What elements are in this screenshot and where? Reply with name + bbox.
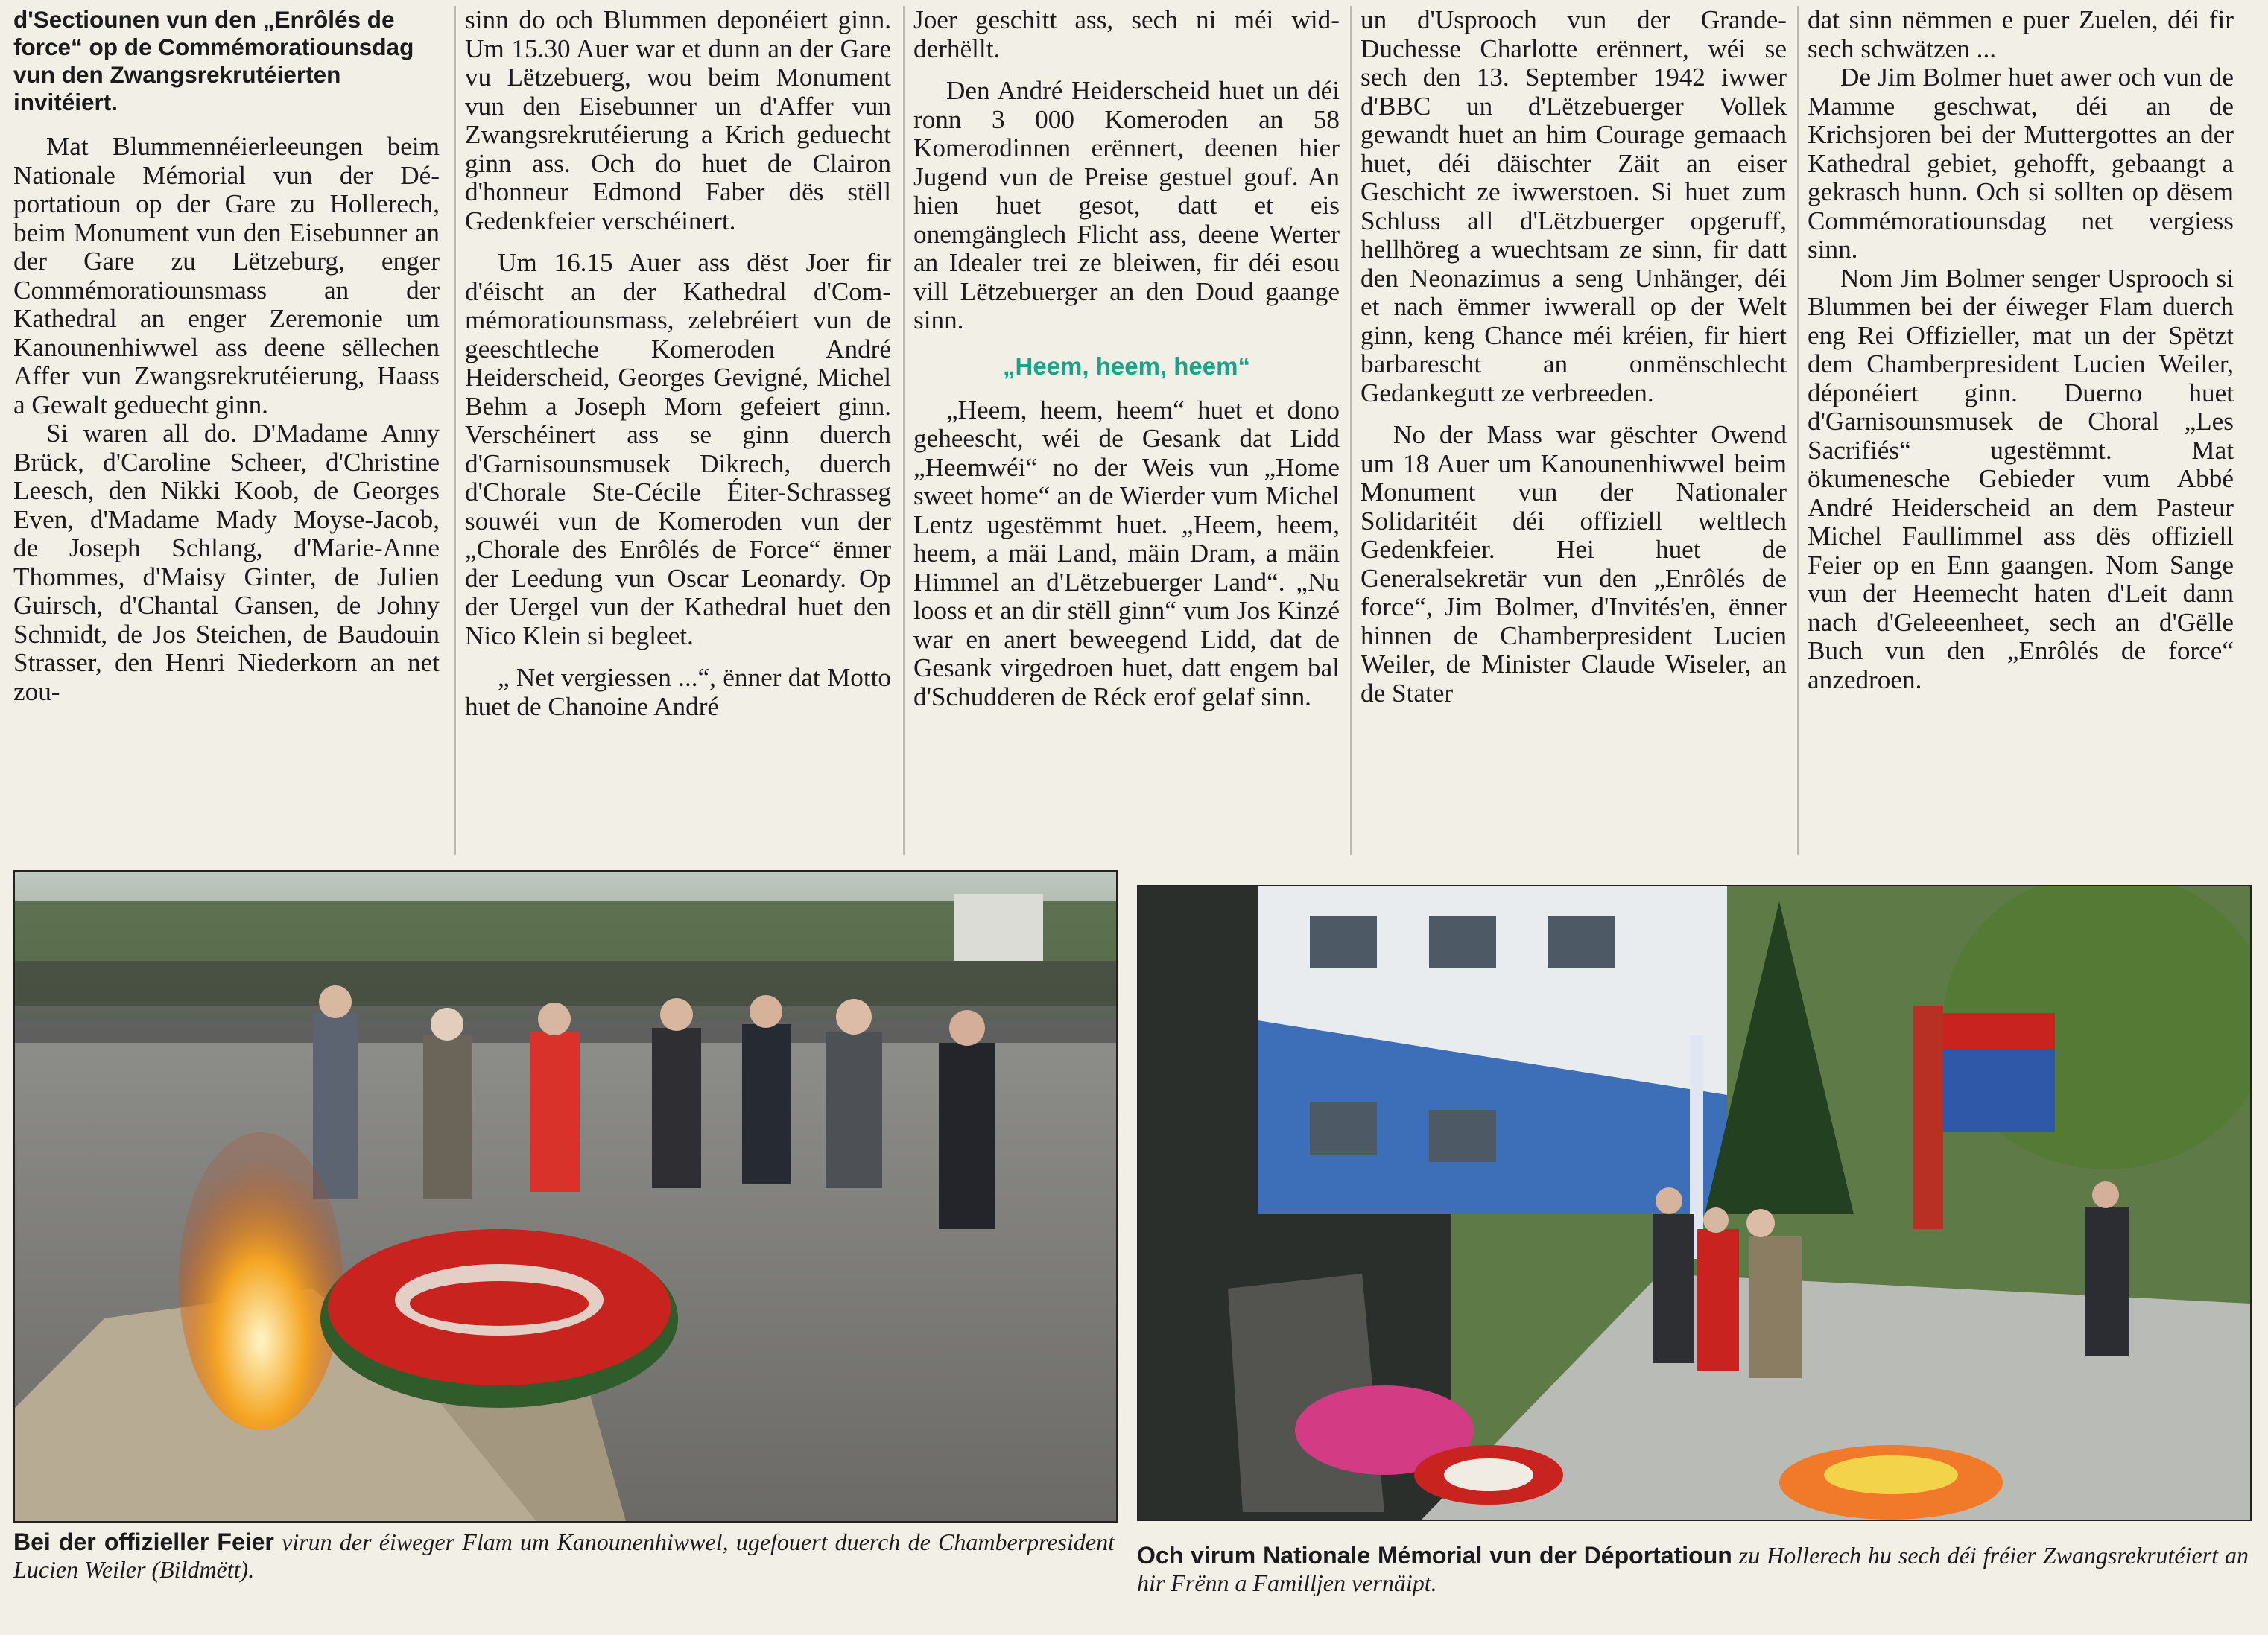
flame-shape <box>179 1132 343 1430</box>
photo-caption-left <box>13 1528 1115 1584</box>
column-divider <box>454 6 456 855</box>
article-column-5 <box>1808 6 2234 863</box>
photo-caption-right <box>1137 1542 2249 1597</box>
section-subheading: „Heem, heem, heem“ <box>1003 352 1250 380</box>
paragraph: Den André Heiderscheid huet un déi ronn 3 000 Komeroden an 58 Komerodinnen erënnert, deenen hier Jugend vun de Preise gestuel gouf. An hien huet gesot, datt et eis onemgänglech Flicht ass, deene Werter an Idealer trei ze bleiwen, fir déi esou vill Lëtzebuerger an den Doud gaange sinn. <box>913 76 1340 334</box>
caption-text: virun der éiweger Flam um Kanounenhiwwel, ugefouert duerch de Chamberpresident Lucien Weiler (Bildmëtt). <box>13 1528 1115 1583</box>
paragraph: dat sinn nëmmen e puer Zuelen, déi fir sech schwätzen ... <box>1808 6 2234 63</box>
paragraph: „ Net vergiessen ...“, ënner dat Motto huet de Chanoine André <box>465 663 891 721</box>
paragraph: Si waren all do. D'Madame Anny Brück, d'Caroline Scheer, d'Christine Leesch, den Nikki Koob, de Georges Even, d'Madame Mady Moyse-Jacob, de Joseph Schlang, d'Marie-Anne Thommes, d'Maisy Ginter, de Julien Guirsch, d'Chantal Gansen, de Johny Schmidt, de Jos Steichen, de Baudouin Strasser, den Henri Niederkorn an net zou- <box>13 419 440 706</box>
article-column-2 <box>465 6 891 863</box>
ceremony-photo-flame <box>13 870 1118 1523</box>
article-column-3 <box>913 6 1340 863</box>
paragraph: „Heem, heem, heem“ huet et dono geheescht, wéi de Gesank dat Lidd „Heemwéi“ no der Weis vun „Home sweet home“ an de Wierder vum Michel Lentz ugestëmmt huet. „Heem, heem, heem, a mäi Land, mäin Dram, a mäin Himmel an d'Lëtzebuerger Land“. „Nu looss et an dir stëll ginn“ vum Jos Kinzé war en anert beweegend Lidd, dat de Gesank virgedroen huet, datt engem bal d'Schudderen de Réck erof gelaf sinn. <box>913 395 1340 711</box>
caption-lead: Bei der offizieller Feier <box>13 1528 274 1555</box>
column-divider <box>1350 6 1352 855</box>
wreath <box>320 1229 678 1408</box>
caption-text: zu Hollerech hu sech déi fréier Zwangsrekrutéiert an hir Frënn a Familljen vernäipt. <box>1137 1542 2249 1596</box>
paragraph: Nom Jim Bolmer senger Usprooch si Blummen bei der éiweger Flam duerch eng Rei Offizieller, mat un der Spëtzt dem Chamberpresident Lucien Weiler, déponéiert ginn. Duerno huet d'Garnisounsmusek de Choral „Les Sacrifiés“ ugestëmmt. Mat ökumenesche Gebieder vum Abbé André Heiderscheid an dem Pasteur Michel Faullimmel ass dës offiziell Feier op en Enn gaangen. Nom Sange vun der Heemecht haten d'Leit dann nach d'Geleeenheet, sech an d'Gëlle Buch vun den „Enrôlés de force“ anzedroen. <box>1808 263 2234 694</box>
photo-eternal-flame-ceremony <box>15 872 1116 1521</box>
memorial-photo-hollerech <box>1137 885 2252 1521</box>
paragraph: Mat Blummennéierleeungen beim Nationale Mémorial vun der Déportatioun op der Gare zu Hollerech, beim Monument vun den Eisebunner an der Gare zu Lëtzeburg, enger Commémoratiounsmass an der Kathedral an enger Zeremonie um Kanounenhiwwel ass deene sëllechen Affer vun Zwangsrekrutéierung, Haass a Gewalt geduecht ginn. <box>13 132 440 419</box>
paragraph: Joer geschitt ass, sech ni méi widderhëllt. <box>913 6 1340 63</box>
article-lead: d'Sectiounen vun den „Enrôlés de force“ op de Commémoratiounsdag vun den Zwangsrekrutéierten invitéiert. <box>13 6 414 115</box>
paragraph: sinn do och Blummen deponéiert ginn. Um 15.30 Auer war et dunn an der Gare vu Lëtzebuerg, wou beim Monument vun den Eisebunner un d'Affer vun Zwangsrekrutéierung a Krich geduecht ginn ass. Och do huet de Clairon d'honneur Edmond Faber dës stëll Gedenkfeier verschéinert. <box>465 6 891 235</box>
paragraph: No der Mass war gëschter Owend um 18 Auer um Kanounenhiwwel beim Monument vun der Nationaler Solidaritéit déi offiziell weltlech Gedenkfeier. Hei huet de Generalsekretär vun den „Enrôlés de force“, Jim Bolmer, d'Invités'en, ënner hinnen de Chamberpresident Lucien Weiler, de Minister Claude Wiseler, an de Stater <box>1361 420 1787 708</box>
caption-lead: Och virum Nationale Mémorial vun der Déportatioun <box>1137 1542 1732 1569</box>
article-column-4 <box>1361 6 1787 863</box>
photo-deportation-memorial <box>1138 886 2250 1520</box>
column-divider <box>903 6 905 855</box>
column-divider <box>1797 6 1799 855</box>
article-column-1 <box>13 6 440 863</box>
paragraph: Um 16.15 Auer ass dëst Joer fir d'éischt an der Kathedral d'Commémoratiounsmass, zelebréiert vun de geeschtleche Komeroden André Heiderscheid, Georges Gevigné, Michel Behm a Joseph Morn gefeiert ginn. Verschéinert ass se ginn duerch d'Garnisounsmusek Dikrech, duerch d'Chorale Ste-Cécile Éiter-Schrasseg souwéi vun de Komeroden vun der „Chorale des Enrôlés de Force“ ënner der Leedung vun Oscar Leonardy. Op der Uergel vun der Kathedral huet den Nico Klein si begleet. <box>465 248 891 650</box>
paragraph: un d'Usprooch vun der Grande-Duchesse Charlotte erënnert, wéi se sech den 13. September 1942 iwwer d'BBC un d'Lëtzebuerger Vollek gewandt huet an him Courage gemaach huet, déi däischter Zäit an eiser Geschicht ze iwwerstoen. Si huet zum Schluss all d'Lëtzbuerger opgeruff, hellhöreg a wuechtsam ze sinn, fir datt den Neonazimus a seng Unhänger, déi et nach ëmmer iwwerall op der Welt ginn, keng Chance méi kréien, fir hiert barbarescht an onmënschlecht Gedankegutt ze verbreeden. <box>1361 6 1787 407</box>
paragraph: De Jim Bolmer huet awer och vun de Mamme geschwat, déi an de Krichsjoren bei der Muttergottes an der Kathedral gebiet, gehofft, gebaangt a gekrasch hunn. Och si sollten op dësem Commémoratiounsdag net vergiess sinn. <box>1808 63 2234 264</box>
